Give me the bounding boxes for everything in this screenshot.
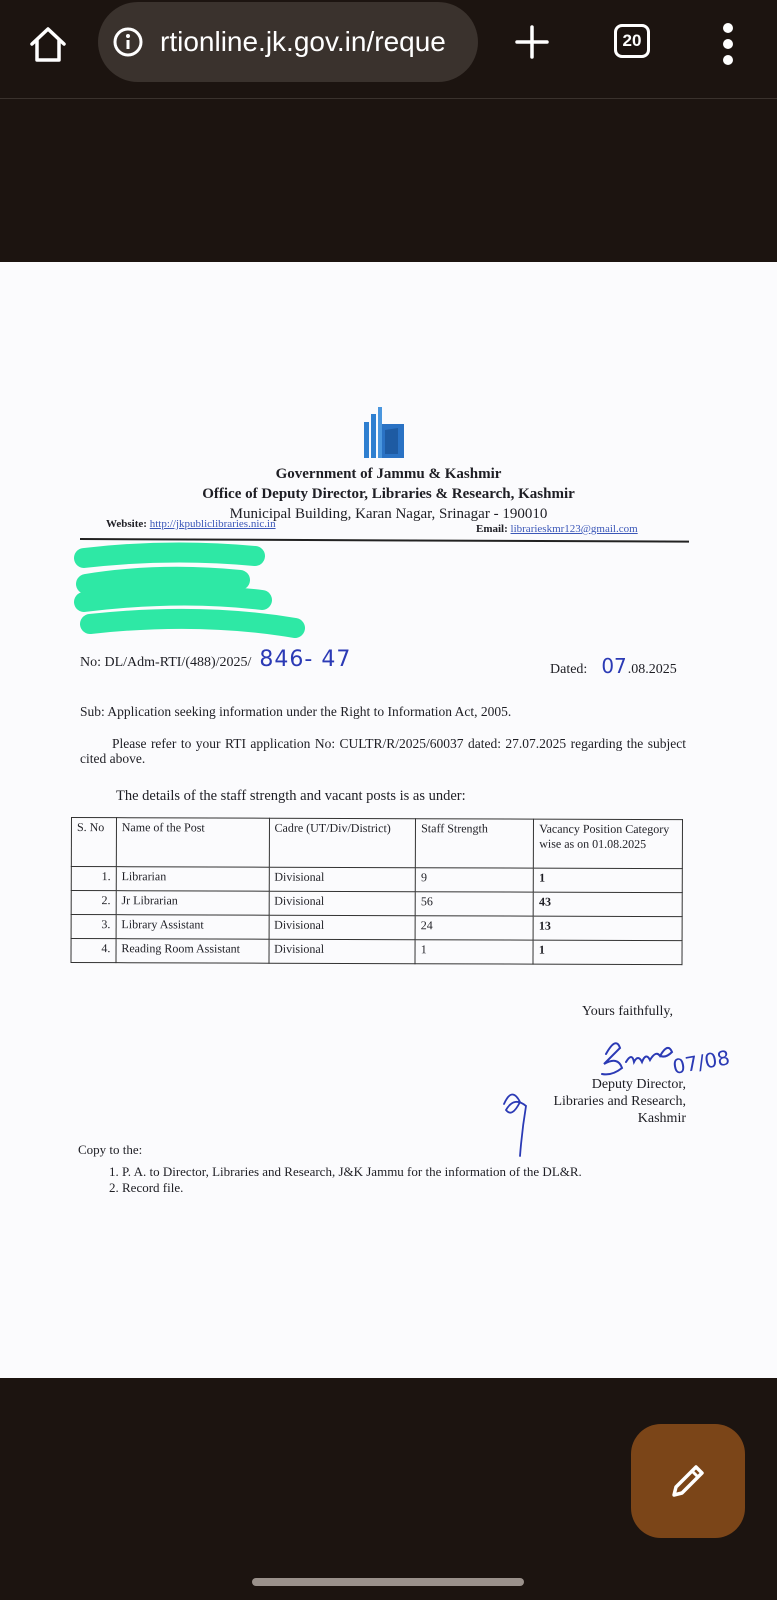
cell-post: Jr Librarian [116, 891, 269, 916]
table-row [71, 867, 682, 893]
website-line [106, 518, 276, 530]
toolbar-divider [0, 98, 777, 99]
signatory-place: Kashmir [637, 1111, 686, 1126]
dated-label: Dated: [550, 662, 588, 677]
edit-fab-button[interactable] [631, 1424, 745, 1538]
subject-line: Sub: Application seeking information under the Right to Information Act, 2005. [80, 704, 512, 719]
cell-post: Librarian [116, 867, 269, 892]
cell-cadre: Divisional [269, 915, 416, 940]
plus-icon [512, 22, 552, 62]
cell-vacancy: 43 [533, 892, 682, 917]
more-menu-button[interactable] [714, 20, 742, 68]
signatory-block [540, 1076, 686, 1127]
cell-post: Reading Room Assistant [116, 939, 269, 964]
column-header: Cadre (UT/Div/District) [269, 818, 416, 868]
copy-list [78, 1164, 582, 1196]
date-line [550, 654, 677, 678]
cell-sno: 1. [71, 867, 116, 891]
copy-to-label: Copy to the: [78, 1142, 143, 1157]
redaction-mark [80, 550, 300, 640]
tab-switcher-button[interactable]: 20 [614, 24, 650, 58]
header-address: Municipal Building, Karan Nagar, Srinagar - 190010 [229, 506, 548, 522]
table-row [71, 939, 682, 965]
gesture-nav-bar[interactable] [252, 1578, 524, 1586]
cell-cadre: Divisional [269, 891, 416, 916]
url-text[interactable]: rtionline.jk.gov.in/reque [160, 26, 446, 57]
cell-vacancy: 13 [533, 916, 682, 941]
column-header: Staff Strength [415, 819, 533, 868]
email-link[interactable]: librarieskmr123@gmail.com [510, 523, 638, 535]
email-line [476, 523, 638, 535]
body-paragraph: Please refer to your RTI application No: CULTR/R/2025/60037 dated: 27.07.2025 regarding the subject cited above. [80, 736, 686, 766]
cell-strength: 24 [415, 916, 533, 940]
reference-number [80, 647, 351, 672]
list-item: 1. P. A. to Director, Libraries and Research, J&K Jammu for the information of the DL&R. [122, 1164, 582, 1180]
cell-vacancy: 1 [534, 868, 683, 893]
cell-sno: 2. [71, 891, 116, 915]
initials-mark [498, 1080, 538, 1160]
cell-sno: 3. [71, 915, 116, 939]
new-tab-button[interactable] [512, 22, 552, 62]
cell-strength: 56 [415, 892, 533, 916]
signatory-dept: Libraries and Research, [553, 1094, 686, 1109]
website-link[interactable]: http://jkpubliclibraries.nic.in [149, 518, 276, 530]
website-label: Website: [106, 518, 147, 530]
table-header-row [71, 818, 682, 869]
details-intro: The details of the staff strength and vacant posts is as under: [116, 788, 466, 804]
cell-vacancy: 1 [533, 940, 682, 965]
cell-strength: 9 [415, 868, 533, 892]
info-icon[interactable] [112, 26, 144, 58]
column-header: S. No [71, 818, 116, 867]
cell-cadre: Divisional [269, 867, 416, 892]
home-icon [26, 22, 70, 66]
cell-cadre: Divisional [269, 939, 416, 964]
list-item: 2. Record file. [122, 1180, 582, 1196]
signatory-title: Deputy Director, [591, 1077, 686, 1092]
reference-handwritten: 846- 47 [259, 647, 352, 672]
header-rule [80, 538, 689, 543]
signature-date: 07/08 [670, 1045, 732, 1079]
table-row [71, 891, 682, 917]
header-office: Office of Deputy Director, Libraries & Research, Kashmir [202, 486, 575, 502]
closing-text: Yours faithfully, [582, 1004, 674, 1019]
table-row [71, 915, 682, 941]
staff-table [70, 817, 683, 965]
cell-sno: 4. [71, 939, 116, 963]
library-logo-icon [362, 404, 408, 460]
home-button[interactable] [26, 22, 70, 66]
browser-toolbar [0, 0, 777, 98]
edit-pencil-icon [666, 1459, 710, 1503]
email-label: Email: [476, 523, 508, 535]
header-government: Government of Jammu & Kashmir [275, 466, 502, 482]
column-header: Vacancy Position Category wise as on 01.08.2025 [534, 819, 683, 869]
more-vert-icon [714, 20, 742, 68]
address-bar[interactable] [98, 2, 478, 82]
dated-handwritten: 07 [601, 654, 627, 678]
column-header: Name of the Post [116, 818, 269, 868]
document-page[interactable] [0, 262, 777, 1378]
reference-number-text: No: DL/Adm-RTI/(488)/2025/ [80, 655, 252, 670]
cell-post: Library Assistant [116, 915, 269, 940]
cell-strength: 1 [415, 940, 533, 964]
dated-rest: .08.2025 [627, 662, 677, 677]
